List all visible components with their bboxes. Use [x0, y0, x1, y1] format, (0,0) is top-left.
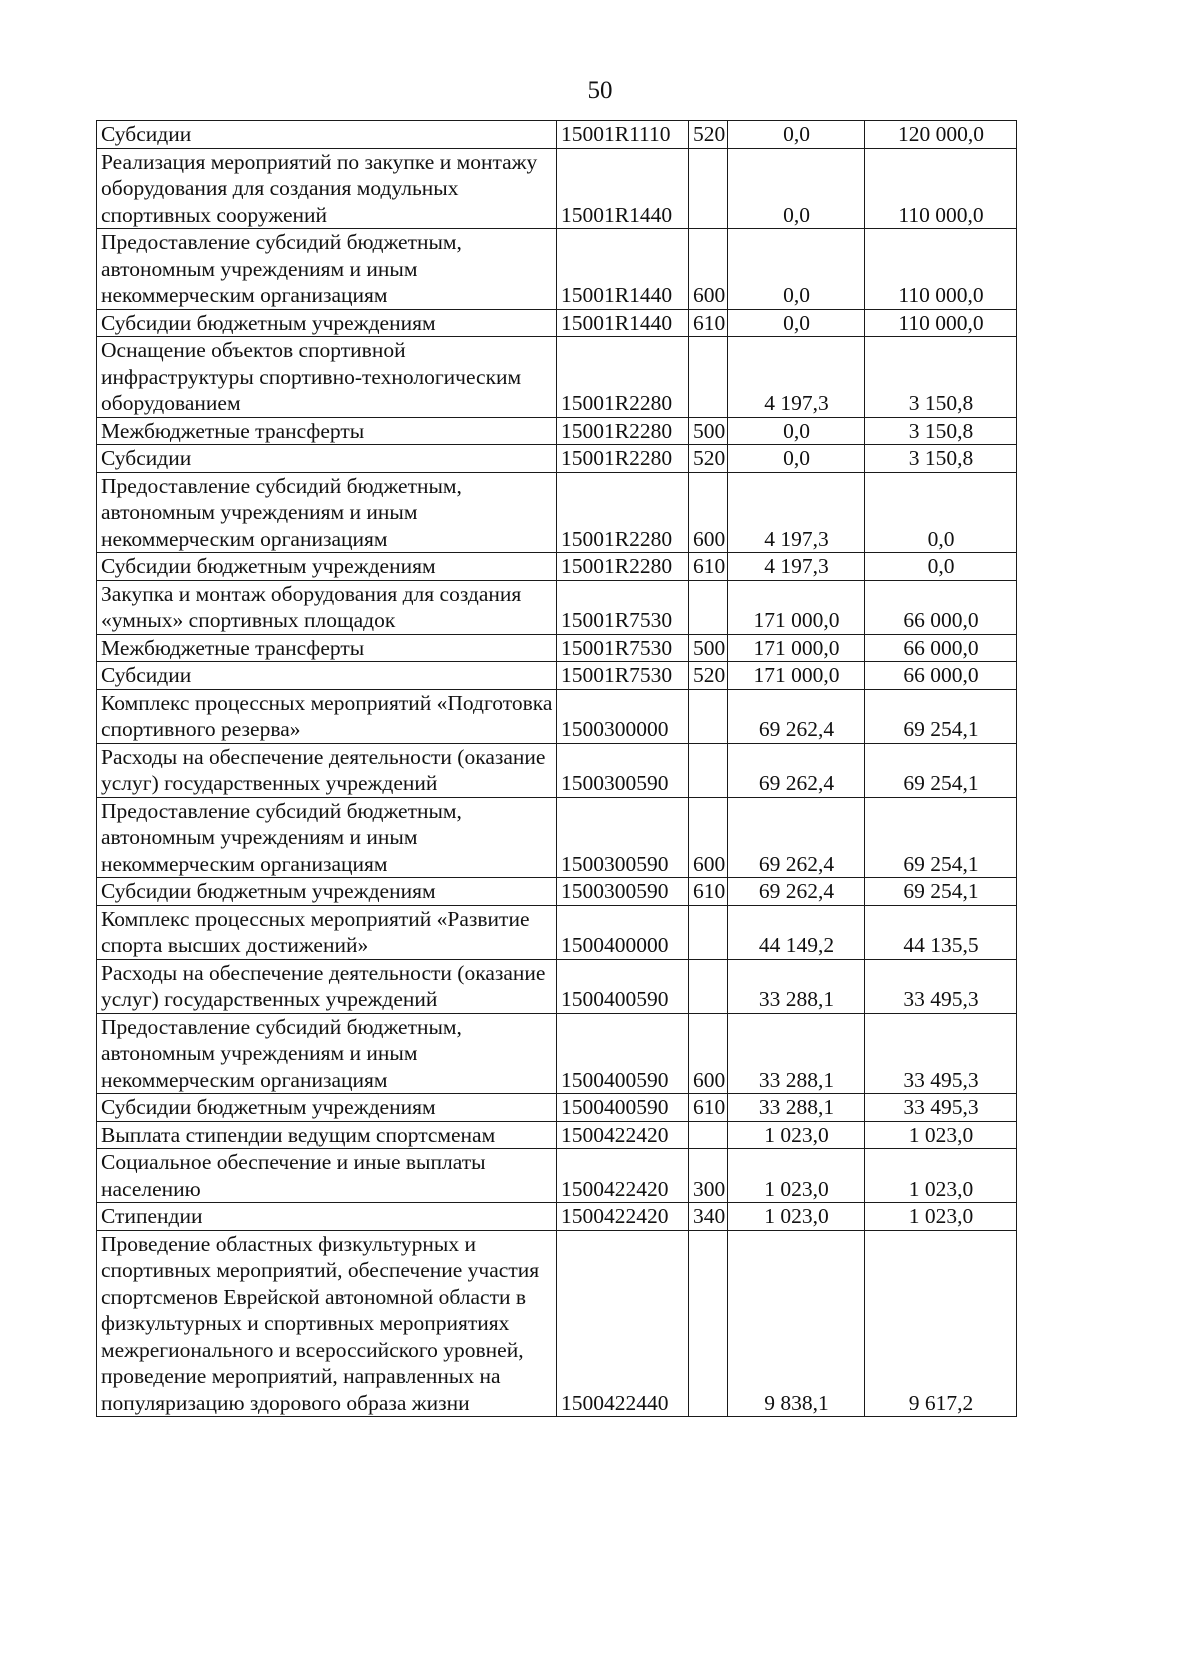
table-row: [97, 337, 1017, 418]
expense-name-cell: Предоставление субсидий бюджетным, автономным учреждениям и иным некоммерческим организациям: [97, 1013, 557, 1094]
expense-type-cell: 520: [689, 662, 728, 690]
expense-name-cell: Расходы на обеспечение деятельности (оказание услуг) государственных учреждений: [97, 743, 557, 797]
expense-type-cell: 610: [689, 1094, 728, 1122]
amount-year1-cell: 69 262,4: [728, 878, 865, 906]
expense-type-cell: [689, 959, 728, 1013]
amount-year2-cell: 69 254,1: [865, 797, 1017, 878]
table-row: [97, 662, 1017, 690]
table-row: [97, 634, 1017, 662]
amount-year1-cell: 33 288,1: [728, 1094, 865, 1122]
amount-year1-cell: 1 023,0: [728, 1203, 865, 1231]
target-code-cell: 15001R2280: [557, 337, 689, 418]
target-code-cell: 15001R7530: [557, 662, 689, 690]
target-code-cell: 1500400590: [557, 1013, 689, 1094]
table-row: [97, 417, 1017, 445]
target-code-cell: 15001R2280: [557, 553, 689, 581]
target-code-cell: 1500400590: [557, 1094, 689, 1122]
expense-name-cell: Субсидии: [97, 662, 557, 690]
target-code-cell: 15001R2280: [557, 472, 689, 553]
expense-name-cell: Субсидии: [97, 445, 557, 473]
table-row: [97, 797, 1017, 878]
amount-year2-cell: 3 150,8: [865, 337, 1017, 418]
expense-type-cell: [689, 743, 728, 797]
table-row: [97, 148, 1017, 229]
amount-year1-cell: 1 023,0: [728, 1121, 865, 1149]
amount-year1-cell: 0,0: [728, 445, 865, 473]
expense-name-cell: Оснащение объектов спортивной инфраструктуры спортивно-технологическим оборудованием: [97, 337, 557, 418]
amount-year2-cell: 33 495,3: [865, 1013, 1017, 1094]
table-row: [97, 472, 1017, 553]
target-code-cell: 15001R2280: [557, 417, 689, 445]
amount-year2-cell: 3 150,8: [865, 445, 1017, 473]
amount-year2-cell: 1 023,0: [865, 1149, 1017, 1203]
table-row: [97, 743, 1017, 797]
table-row: [97, 1013, 1017, 1094]
expense-type-cell: 610: [689, 878, 728, 906]
expense-name-cell: Комплекс процессных мероприятий «Развитие спорта высших достижений»: [97, 905, 557, 959]
table-row: [97, 580, 1017, 634]
table-row: [97, 309, 1017, 337]
target-code-cell: 1500400000: [557, 905, 689, 959]
amount-year1-cell: 33 288,1: [728, 1013, 865, 1094]
target-code-cell: 15001R1440: [557, 229, 689, 310]
amount-year2-cell: 33 495,3: [865, 1094, 1017, 1122]
table-row: [97, 121, 1017, 149]
table-row: [97, 445, 1017, 473]
amount-year2-cell: 69 254,1: [865, 878, 1017, 906]
amount-year1-cell: 0,0: [728, 309, 865, 337]
expense-name-cell: Субсидии бюджетным учреждениям: [97, 309, 557, 337]
expense-name-cell: Субсидии бюджетным учреждениям: [97, 553, 557, 581]
table-row: [97, 1203, 1017, 1231]
expense-name-cell: Закупка и монтаж оборудования для создания «умных» спортивных площадок: [97, 580, 557, 634]
amount-year2-cell: 110 000,0: [865, 148, 1017, 229]
expense-name-cell: Межбюджетные трансферты: [97, 634, 557, 662]
table-row: [97, 878, 1017, 906]
page-number: 50: [587, 77, 613, 104]
expense-type-cell: [689, 905, 728, 959]
table-row: [97, 1121, 1017, 1149]
amount-year1-cell: 69 262,4: [728, 689, 865, 743]
amount-year1-cell: 0,0: [728, 229, 865, 310]
expense-name-cell: Реализация мероприятий по закупке и монтажу оборудования для создания модульных спортивных сооружений: [97, 148, 557, 229]
expense-type-cell: [689, 337, 728, 418]
amount-year2-cell: 69 254,1: [865, 689, 1017, 743]
table-row: [97, 1094, 1017, 1122]
expense-type-cell: 600: [689, 1013, 728, 1094]
target-code-cell: 1500300590: [557, 797, 689, 878]
expense-name-cell: Выплата стипендии ведущим спортсменам: [97, 1121, 557, 1149]
budget-table-body: [97, 121, 1017, 1417]
amount-year1-cell: 9 838,1: [728, 1230, 865, 1417]
target-code-cell: 15001R2280: [557, 445, 689, 473]
amount-year2-cell: 44 135,5: [865, 905, 1017, 959]
expense-name-cell: Субсидии бюджетным учреждениям: [97, 878, 557, 906]
target-code-cell: 1500400590: [557, 959, 689, 1013]
expense-name-cell: Комплекс процессных мероприятий «Подготовка спортивного резерва»: [97, 689, 557, 743]
amount-year1-cell: 0,0: [728, 417, 865, 445]
expense-type-cell: 610: [689, 553, 728, 581]
expense-type-cell: 600: [689, 797, 728, 878]
table-row: [97, 959, 1017, 1013]
expense-type-cell: 520: [689, 445, 728, 473]
amount-year1-cell: 4 197,3: [728, 337, 865, 418]
expense-name-cell: Субсидии бюджетным учреждениям: [97, 1094, 557, 1122]
amount-year1-cell: 171 000,0: [728, 580, 865, 634]
amount-year2-cell: 69 254,1: [865, 743, 1017, 797]
target-code-cell: 1500422440: [557, 1230, 689, 1417]
amount-year2-cell: 33 495,3: [865, 959, 1017, 1013]
expense-type-cell: 500: [689, 634, 728, 662]
amount-year1-cell: 69 262,4: [728, 797, 865, 878]
amount-year2-cell: 66 000,0: [865, 580, 1017, 634]
expense-type-cell: [689, 1230, 728, 1417]
amount-year1-cell: 4 197,3: [728, 553, 865, 581]
expense-name-cell: Расходы на обеспечение деятельности (оказание услуг) государственных учреждений: [97, 959, 557, 1013]
amount-year2-cell: 1 023,0: [865, 1121, 1017, 1149]
amount-year2-cell: 120 000,0: [865, 121, 1017, 149]
expense-type-cell: [689, 580, 728, 634]
amount-year2-cell: 0,0: [865, 553, 1017, 581]
target-code-cell: 15001R7530: [557, 634, 689, 662]
target-code-cell: 15001R1440: [557, 309, 689, 337]
table-row: [97, 1149, 1017, 1203]
target-code-cell: 1500300590: [557, 878, 689, 906]
expense-type-cell: [689, 148, 728, 229]
target-code-cell: 1500300590: [557, 743, 689, 797]
amount-year2-cell: 9 617,2: [865, 1230, 1017, 1417]
target-code-cell: 15001R7530: [557, 580, 689, 634]
amount-year1-cell: 171 000,0: [728, 662, 865, 690]
expense-type-cell: 600: [689, 229, 728, 310]
amount-year2-cell: 3 150,8: [865, 417, 1017, 445]
amount-year1-cell: 0,0: [728, 148, 865, 229]
amount-year1-cell: 33 288,1: [728, 959, 865, 1013]
expense-name-cell: Социальное обеспечение и иные выплаты населению: [97, 1149, 557, 1203]
expense-name-cell: Предоставление субсидий бюджетным, автономным учреждениям и иным некоммерческим организациям: [97, 229, 557, 310]
amount-year2-cell: 66 000,0: [865, 662, 1017, 690]
target-code-cell: 1500422420: [557, 1121, 689, 1149]
amount-year2-cell: 110 000,0: [865, 229, 1017, 310]
expense-type-cell: 600: [689, 472, 728, 553]
expense-type-cell: 520: [689, 121, 728, 149]
target-code-cell: 1500422420: [557, 1203, 689, 1231]
amount-year1-cell: 171 000,0: [728, 634, 865, 662]
table-row: [97, 229, 1017, 310]
expense-name-cell: Предоставление субсидий бюджетным, автономным учреждениям и иным некоммерческим организациям: [97, 797, 557, 878]
target-code-cell: 15001R1110: [557, 121, 689, 149]
table-row: [97, 689, 1017, 743]
table-row: [97, 1230, 1017, 1417]
expense-type-cell: 610: [689, 309, 728, 337]
target-code-cell: 15001R1440: [557, 148, 689, 229]
target-code-cell: 1500422420: [557, 1149, 689, 1203]
amount-year1-cell: 1 023,0: [728, 1149, 865, 1203]
expense-name-cell: Межбюджетные трансферты: [97, 417, 557, 445]
amount-year2-cell: 1 023,0: [865, 1203, 1017, 1231]
expense-name-cell: Субсидии: [97, 121, 557, 149]
expense-name-cell: Проведение областных физкультурных и спортивных мероприятий, обеспечение участия спортсменов Еврейской автономной области в физкультурных и спортивных мероприятиях межрегионального и всероссийского уровней, проведение мероприятий, направленных на популяризацию здорового образа жизни: [97, 1230, 557, 1417]
amount-year2-cell: 66 000,0: [865, 634, 1017, 662]
expense-name-cell: Предоставление субсидий бюджетным, автономным учреждениям и иным некоммерческим организациям: [97, 472, 557, 553]
expense-type-cell: [689, 689, 728, 743]
amount-year1-cell: 44 149,2: [728, 905, 865, 959]
amount-year2-cell: 110 000,0: [865, 309, 1017, 337]
expense-type-cell: [689, 1121, 728, 1149]
amount-year2-cell: 0,0: [865, 472, 1017, 553]
expense-name-cell: Стипендии: [97, 1203, 557, 1231]
target-code-cell: 1500300000: [557, 689, 689, 743]
expense-type-cell: 500: [689, 417, 728, 445]
budget-table: [96, 120, 1017, 1417]
table-row: [97, 905, 1017, 959]
table-row: [97, 553, 1017, 581]
amount-year1-cell: 0,0: [728, 121, 865, 149]
amount-year1-cell: 69 262,4: [728, 743, 865, 797]
expense-type-cell: 340: [689, 1203, 728, 1231]
expense-type-cell: 300: [689, 1149, 728, 1203]
amount-year1-cell: 4 197,3: [728, 472, 865, 553]
